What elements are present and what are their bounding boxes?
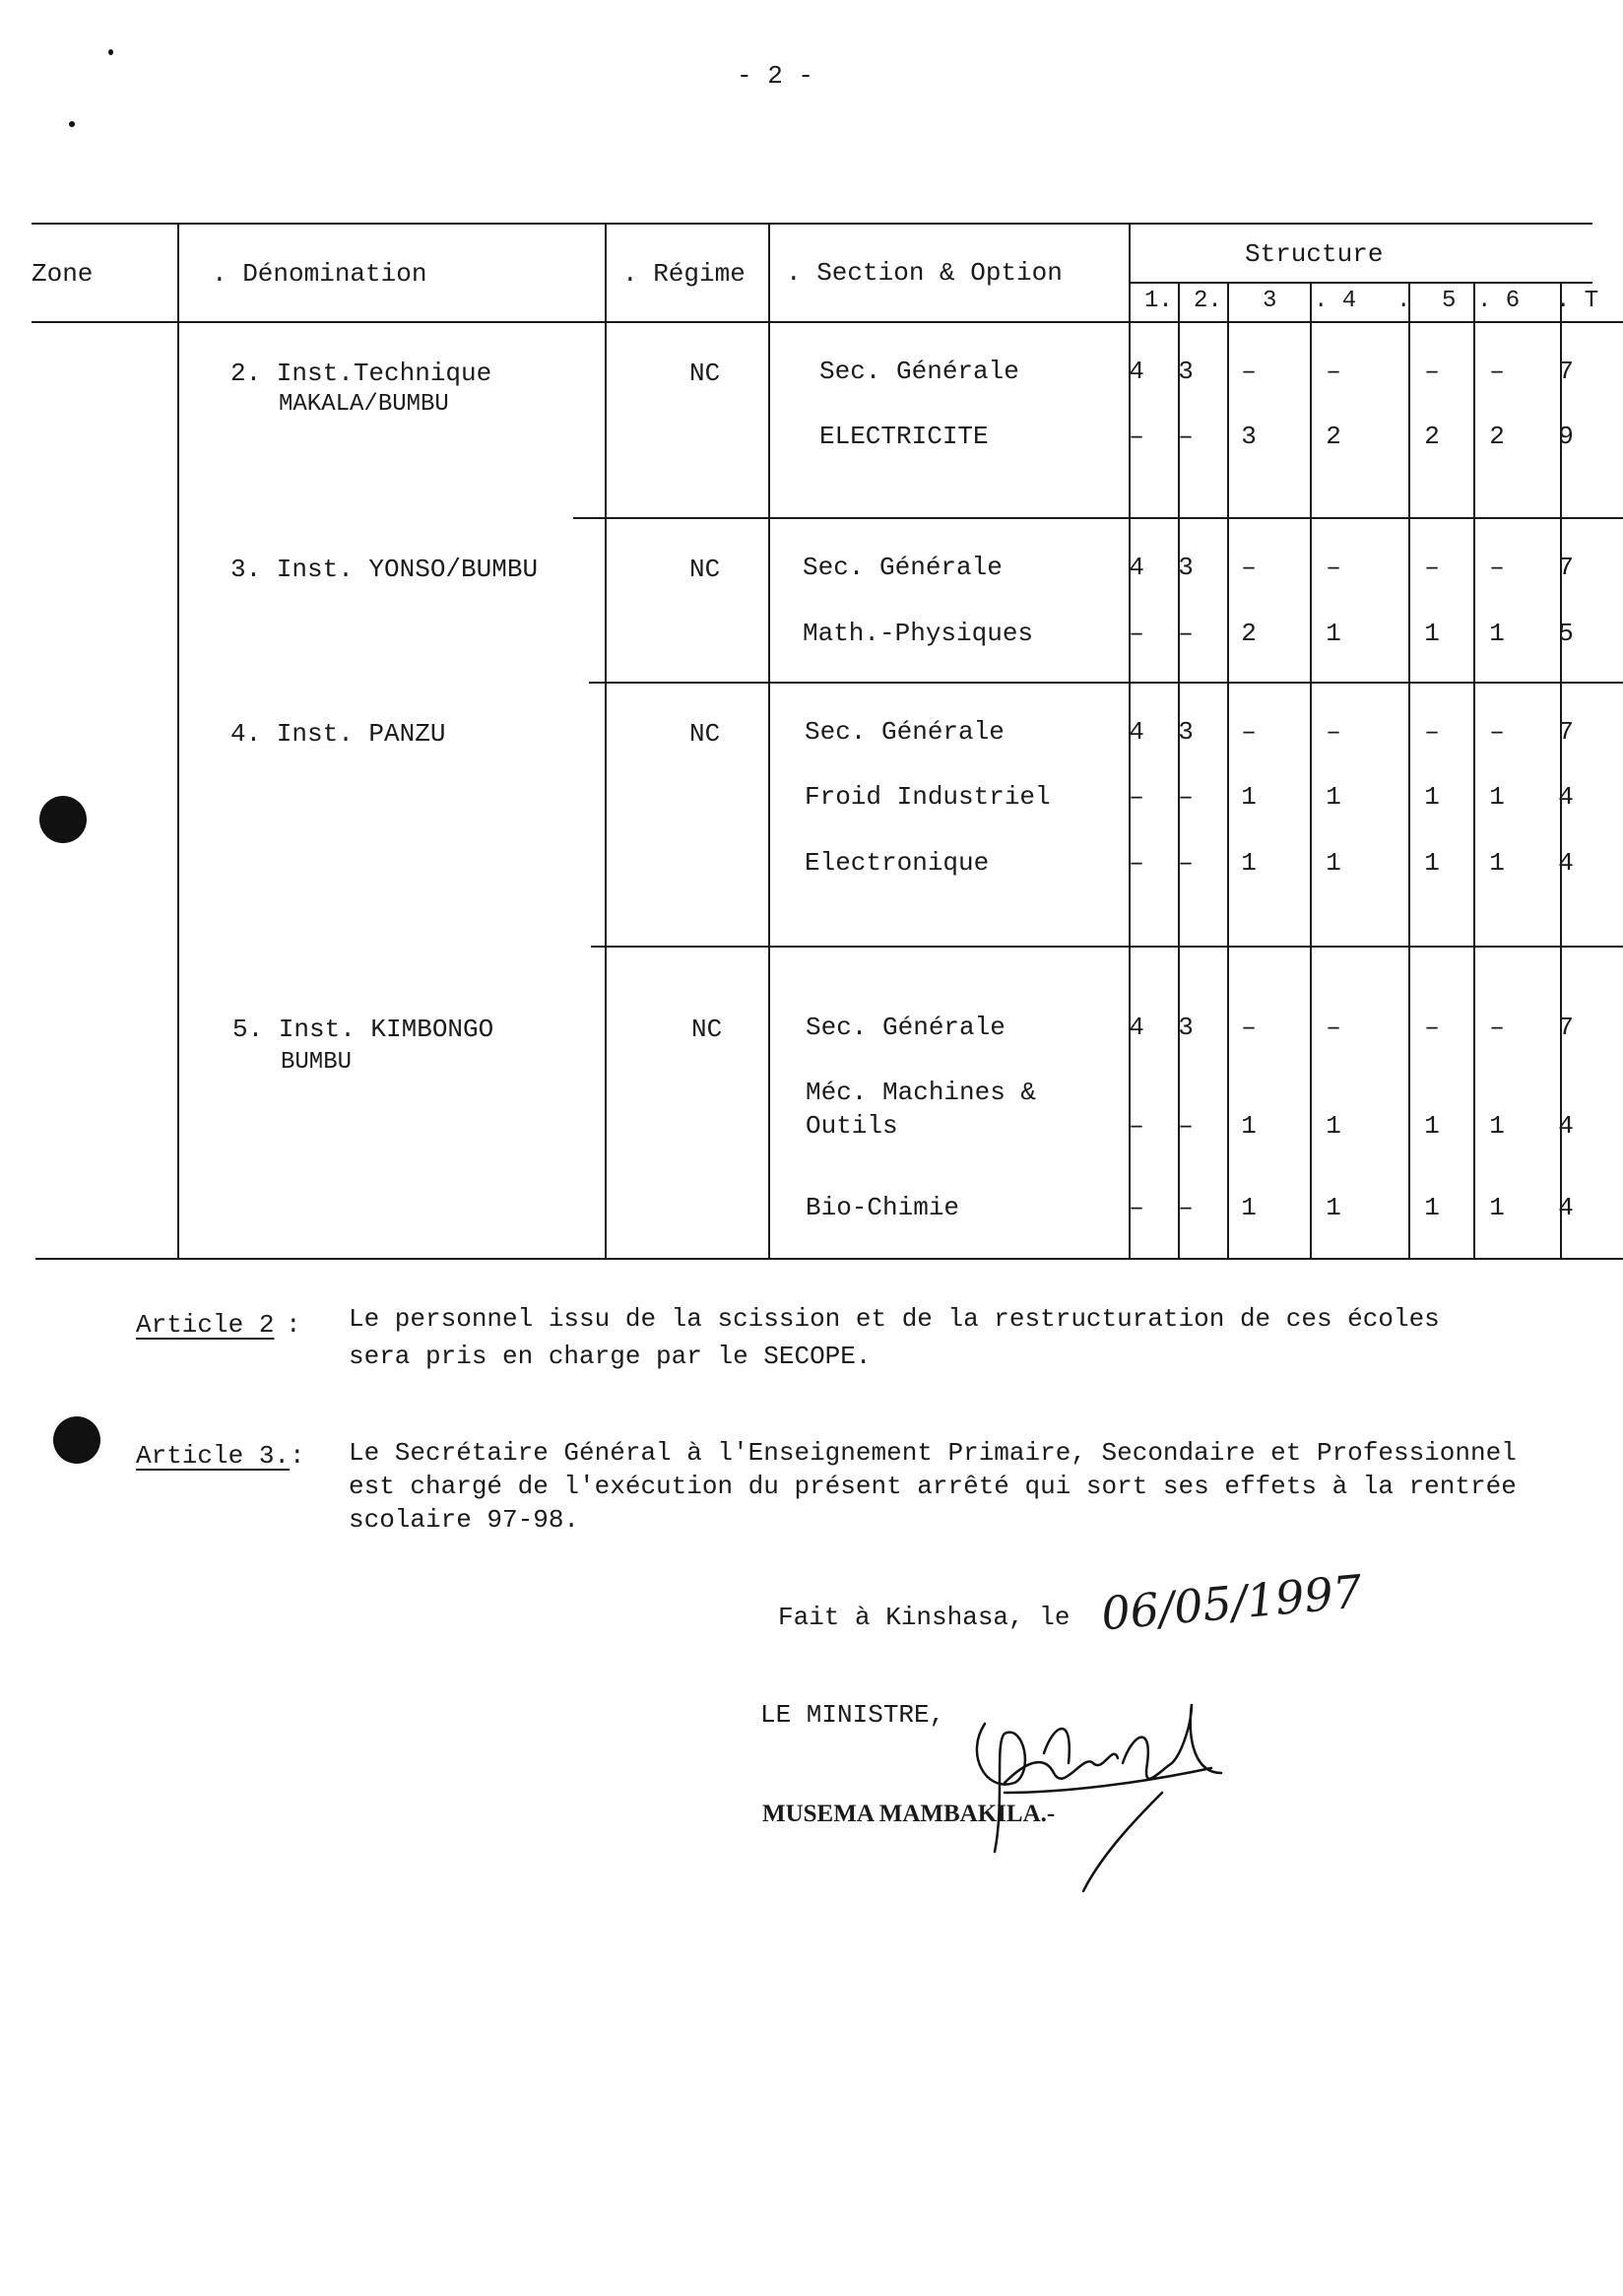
structure-value-cell: 9 bbox=[1558, 422, 1574, 451]
article-2-sep: : bbox=[286, 1310, 301, 1340]
section-option: Sec. Générale bbox=[803, 553, 1003, 582]
structure-value-cell: 4 bbox=[1558, 1193, 1574, 1222]
header-structure: Structure bbox=[1245, 239, 1384, 269]
page-number: - 2 - bbox=[737, 61, 814, 91]
structure-col-2: 2. bbox=[1194, 288, 1222, 314]
structure-value-cell: 3 bbox=[1178, 1013, 1194, 1042]
structure-value-cell: – bbox=[1489, 357, 1505, 386]
structure-value-cell: – bbox=[1129, 848, 1144, 878]
section-option: Math.-Physiques bbox=[803, 619, 1034, 648]
structure-value-cell: 1 bbox=[1424, 1111, 1440, 1141]
structure-value-cell: – bbox=[1129, 782, 1144, 812]
structure-value-cell: – bbox=[1326, 717, 1341, 747]
structure-value-cell: – bbox=[1424, 357, 1440, 386]
structure-value-cell: 4 bbox=[1558, 782, 1574, 812]
structure-value-cell: 1 bbox=[1489, 848, 1505, 878]
structure-value-cell: 1 bbox=[1326, 619, 1341, 648]
section-option: Sec. Générale bbox=[819, 357, 1019, 386]
structure-value-cell: 1 bbox=[1241, 782, 1257, 812]
article-2-label: Article 2 bbox=[136, 1310, 275, 1340]
structure-value-cell: – bbox=[1178, 422, 1194, 451]
structure-value-cell: 3 bbox=[1178, 553, 1194, 582]
structure-value-cell: – bbox=[1326, 357, 1341, 386]
structure-value-cell: 5 bbox=[1558, 619, 1574, 648]
structure-value-cell: – bbox=[1489, 553, 1505, 582]
minister-name: MUSEMA MAMBAKILA.- bbox=[762, 1801, 1056, 1827]
school-name: 3. Inst. YONSO/BUMBU bbox=[230, 555, 539, 584]
article-2-line: sera pris en charge par le SECOPE. bbox=[349, 1342, 872, 1371]
school-regime: NC bbox=[689, 719, 721, 749]
structure-value-cell: – bbox=[1178, 1193, 1194, 1222]
structure-value-cell: 1 bbox=[1241, 1111, 1257, 1141]
structure-value-cell: – bbox=[1129, 1111, 1144, 1141]
structure-value-cell: 1 bbox=[1241, 848, 1257, 878]
section-option: ELECTRICITE bbox=[819, 422, 989, 451]
header-section-option: . Section & Option bbox=[786, 258, 1063, 288]
speck-mark bbox=[108, 49, 113, 55]
article-3-line: scolaire 97-98. bbox=[349, 1505, 580, 1535]
school-regime: NC bbox=[691, 1015, 723, 1044]
school-name: 5. Inst. KIMBONGO bbox=[232, 1015, 494, 1044]
structure-value-cell: 3 bbox=[1178, 717, 1194, 747]
school-regime: NC bbox=[689, 555, 721, 584]
structure-value-cell: – bbox=[1326, 1013, 1341, 1042]
section-option: Bio-Chimie bbox=[806, 1193, 960, 1222]
structure-value-cell: 1 bbox=[1326, 1111, 1341, 1141]
header-zone: Zone bbox=[32, 259, 94, 289]
structure-col-4: . 4 bbox=[1314, 288, 1357, 314]
structure-col-5: 5 bbox=[1442, 288, 1457, 314]
structure-value-cell: – bbox=[1241, 717, 1257, 747]
structure-value-cell: 1 bbox=[1424, 848, 1440, 878]
structure-value-cell: 7 bbox=[1558, 357, 1574, 386]
structure-col-1: 1. bbox=[1144, 288, 1173, 314]
structure-value-cell: – bbox=[1129, 619, 1144, 648]
structure-value-cell: 1 bbox=[1489, 619, 1505, 648]
structure-value-cell: – bbox=[1424, 553, 1440, 582]
structure-col-3: 3 bbox=[1263, 288, 1277, 314]
structure-value-cell: – bbox=[1326, 553, 1341, 582]
article-3-line: Le Secrétaire Général à l'Enseignement Primaire, Secondaire et Professionnel bbox=[349, 1438, 1517, 1468]
structure-value-cell: 7 bbox=[1558, 1013, 1574, 1042]
structure-value-cell: – bbox=[1489, 717, 1505, 747]
structure-value-cell: – bbox=[1241, 357, 1257, 386]
header-denomination: . Dénomination bbox=[212, 259, 427, 289]
place-date: Fait à Kinshasa, le bbox=[778, 1603, 1071, 1632]
article-3-sep: : bbox=[290, 1441, 305, 1471]
structure-value-cell: – bbox=[1129, 1193, 1144, 1222]
section-option: Sec. Générale bbox=[805, 717, 1005, 747]
structure-value-cell: – bbox=[1178, 619, 1194, 648]
section-option: Sec. Générale bbox=[806, 1013, 1006, 1042]
structure-value-cell: – bbox=[1241, 553, 1257, 582]
structure-value-cell: 4 bbox=[1558, 1111, 1574, 1141]
structure-value-cell: – bbox=[1129, 422, 1144, 451]
section-option: Méc. Machines & bbox=[806, 1078, 1037, 1107]
article-2-line: Le personnel issu de la scission et de la restructuration de ces écoles bbox=[349, 1304, 1440, 1334]
minister-signature bbox=[945, 1665, 1241, 1901]
structure-value-cell: 4 bbox=[1129, 357, 1144, 386]
school-name-line2: MAKALA/BUMBU bbox=[279, 391, 449, 418]
school-regime: NC bbox=[689, 359, 721, 388]
structure-value-cell: 4 bbox=[1129, 1013, 1144, 1042]
article-3-line: est chargé de l'exécution du présent arrêté qui sort ses effets à la rentrée bbox=[349, 1472, 1517, 1501]
structure-value-cell: 3 bbox=[1178, 357, 1194, 386]
article-3-label: Article 3. bbox=[136, 1441, 291, 1471]
section-option-line2: Outils bbox=[806, 1111, 898, 1141]
header-regime: . Régime bbox=[622, 259, 746, 289]
school-name: 2. Inst.Technique bbox=[230, 359, 492, 388]
structure-value-cell: – bbox=[1489, 1013, 1505, 1042]
structure-value-cell: 2 bbox=[1326, 422, 1341, 451]
structure-value-cell: 1 bbox=[1489, 1111, 1505, 1141]
structure-col-total: . T bbox=[1556, 288, 1599, 314]
section-option: Electronique bbox=[805, 848, 990, 878]
structure-value-cell: 7 bbox=[1558, 717, 1574, 747]
structure-value-cell: 1 bbox=[1424, 1193, 1440, 1222]
section-option: Froid Industriel bbox=[805, 782, 1051, 812]
structure-value-cell: 7 bbox=[1558, 553, 1574, 582]
handwritten-date: 06/05/1997 bbox=[1099, 1564, 1364, 1641]
structure-value-cell: – bbox=[1178, 1111, 1194, 1141]
structure-value-cell: – bbox=[1424, 717, 1440, 747]
structure-value-cell: 4 bbox=[1558, 848, 1574, 878]
structure-value-cell: 1 bbox=[1326, 782, 1341, 812]
speck-mark bbox=[69, 121, 75, 127]
school-name: 4. Inst. PANZU bbox=[230, 719, 446, 749]
structure-value-cell: 2 bbox=[1489, 422, 1505, 451]
structure-value-cell: – bbox=[1424, 1013, 1440, 1042]
structure-value-cell: 3 bbox=[1241, 422, 1257, 451]
structure-value-cell: 4 bbox=[1129, 553, 1144, 582]
structure-value-cell: 1 bbox=[1424, 619, 1440, 648]
structure-col-6: . 6 bbox=[1477, 288, 1521, 314]
structure-value-cell: 1 bbox=[1326, 848, 1341, 878]
structure-value-cell: 1 bbox=[1326, 1193, 1341, 1222]
structure-value-cell: 1 bbox=[1241, 1193, 1257, 1222]
structure-value-cell: 2 bbox=[1241, 619, 1257, 648]
structure-value-cell: 1 bbox=[1424, 782, 1440, 812]
structure-value-cell: – bbox=[1241, 1013, 1257, 1042]
punch-hole-mark bbox=[39, 796, 87, 843]
structure-value-cell: – bbox=[1178, 782, 1194, 812]
structure-value-cell: – bbox=[1178, 848, 1194, 878]
structure-value-cell: 4 bbox=[1129, 717, 1144, 747]
structure-value-cell: 2 bbox=[1424, 422, 1440, 451]
structure-value-cell: 1 bbox=[1489, 782, 1505, 812]
school-name-line2: BUMBU bbox=[281, 1049, 353, 1076]
punch-hole-mark bbox=[53, 1416, 100, 1464]
structure-value-cell: 1 bbox=[1489, 1193, 1505, 1222]
minister-title: LE MINISTRE, bbox=[760, 1700, 945, 1730]
structure-col-dot: . bbox=[1396, 288, 1411, 314]
